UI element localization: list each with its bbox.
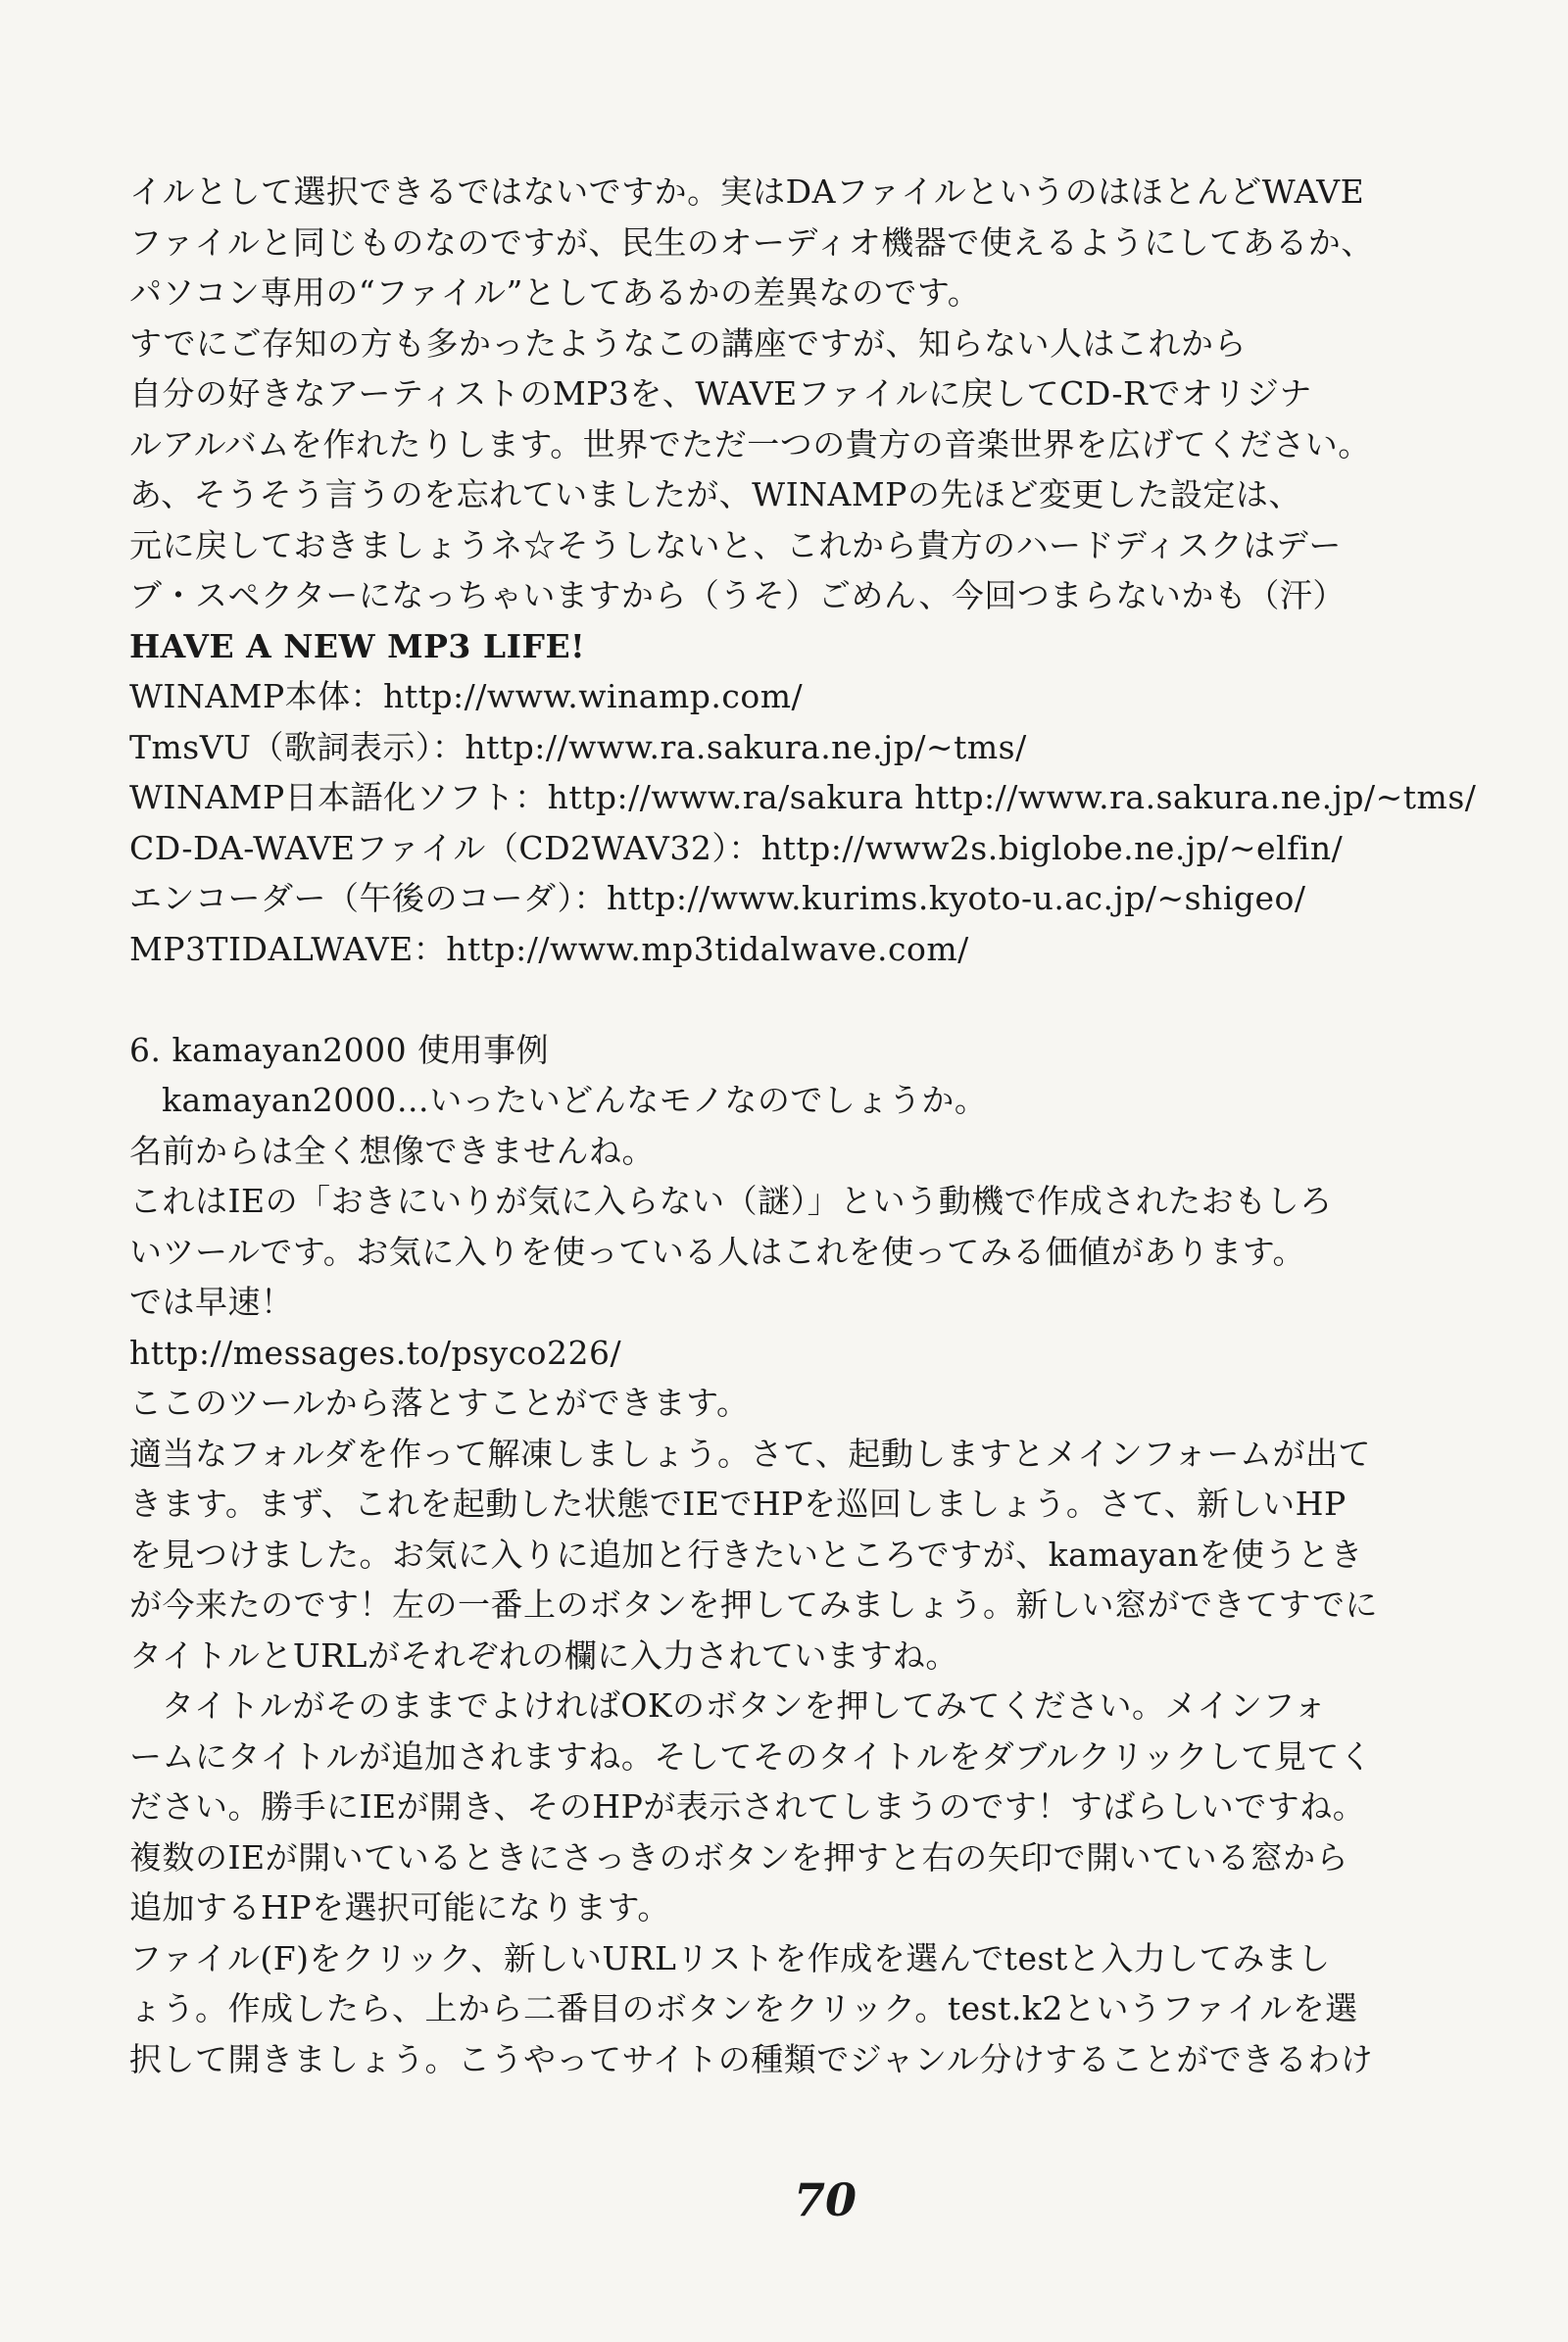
link-line: TmsVU（歌詞表示）：http://www.ra.sakura.ne.jp/~tms/ <box>129 727 1027 766</box>
body-line: ここのツールから落とすことができます。 <box>129 1384 750 1422</box>
link-line: WINAMP日本語化ソフト：http://www.ra/sakura http://www.ra.sakura.ne.jp/~tms/ <box>129 778 1477 816</box>
body-line: 名前からは全く想像できませんね。 <box>129 1131 655 1170</box>
body-line: 択して開きましょう。こうやってサイトの種類でジャンル分けすることができるわけ <box>129 2039 1374 2078</box>
body-line: を見つけました。お気に入りに追加と行きたいところですが、kamayanを使うとき <box>129 1535 1363 1574</box>
section-heading: 6. kamayan2000 使用事例 <box>129 1030 550 1069</box>
body-line: あ、そうそう言うのを忘れていましたが、WINAMPの先ほど変更した設定は、 <box>129 475 1301 513</box>
link-line: エンコーダー（午後のコーダ）：http://www.kurims.kyoto-u.ac.jp/~shigeo/ <box>129 879 1306 917</box>
body-line: 元に戻しておきましょうネ☆そうしないと、これから貴方のハードディスクはデー <box>129 525 1342 564</box>
link-line: WINAMP本体：http://www.winamp.com/ <box>129 677 804 715</box>
body-line: きます。まず、これを起動した状態でIEでHPを巡回しましょう。さて、新しいHP <box>129 1485 1347 1523</box>
body-line: イルとして選択できるではないですか。実はDAファイルというのはほとんどWAVE <box>129 172 1365 211</box>
body-line: 複数のIEが開いているときにさっきのボタンを押すと右の矢印で開いている窓から <box>129 1837 1349 1877</box>
section-body <box>129 1075 1482 2084</box>
body-line: が今来たのです！左の一番上のボタンを押してみましょう。新しい窓ができてすでに <box>129 1586 1378 1624</box>
body-line: ファイルと同じものなのですが、民生のオーディオ機器で使えるようにしてあるか、 <box>129 222 1374 262</box>
body-line: ょう。作成したら、上から二番目のボタンをクリック。test.k2というファイルを選 <box>129 1989 1358 2027</box>
body-line: では早速！ <box>129 1283 294 1321</box>
body-line: タイトルとURLがそれぞれの欄に入力されていますね。 <box>129 1635 958 1675</box>
body-line: 追加するHPを選択可能になります。 <box>129 1888 670 1927</box>
body-line: これはIEの「おきにいりが気に入らない（謎）」という動機で作成されたおもしろ <box>129 1182 1333 1220</box>
body-line: ださい。勝手にIEが開き、そのHPが表示されてしまうのです！すばらしいですね。 <box>129 1787 1366 1826</box>
paragraph-gap <box>129 974 1482 1025</box>
body-line: タイトルがそのままでよければOKのボタンを押してみてください。メインフォ <box>162 1686 1327 1725</box>
body-line: パソコン専用の“ファイル”としてあるかの差異なのです。 <box>129 273 981 312</box>
link-line: CD-DA-WAVEファイル（CD2WAV32）：http://www2s.biglobe.ne.jp/~elfin/ <box>129 828 1344 867</box>
body-line: ファイル(F)をクリック、新しいURLリストを作成を選んでtestと入力してみまし <box>129 1938 1331 1977</box>
link-line: MP3TIDALWAVE：http://www.mp3tidalwave.com/ <box>129 929 969 968</box>
body-line: 適当なフォルダを作って解凍しましょう。さて、起動しますとメインフォームが出て <box>129 1434 1372 1473</box>
page-number: 70 <box>794 2173 858 2226</box>
body-line: ルアルバムを作れたりします。世界でただ一つの貴方の音楽世界を広げてください。 <box>129 424 1371 464</box>
body-line: http://messages.to/psyco226/ <box>129 1333 622 1372</box>
body-text <box>129 167 1482 2084</box>
body-line: ブ・スペクターになっちゃいますから（うそ）ごめん、今回つまらないかも（汗） <box>129 576 1346 614</box>
body-line: kamayan2000…いったいどんなモノなのでしょうか。 <box>162 1081 988 1119</box>
body-line: 自分の好きなアーティストのMP3を、WAVEファイルに戻してCD-Rでオリジナ <box>129 374 1312 413</box>
body-line: すでにご存知の方も多かったようなこの講座ですが、知らない人はこれから <box>129 323 1247 363</box>
body-line: いツールです。お気に入りを使っている人はこれを使ってみる価値があります。 <box>129 1232 1306 1271</box>
headline: HAVE A NEW MP3 LIFE! <box>129 626 586 665</box>
body-line: ームにタイトルが追加されますね。そしてそのタイトルをダブルクリックして見てく <box>129 1736 1373 1776</box>
